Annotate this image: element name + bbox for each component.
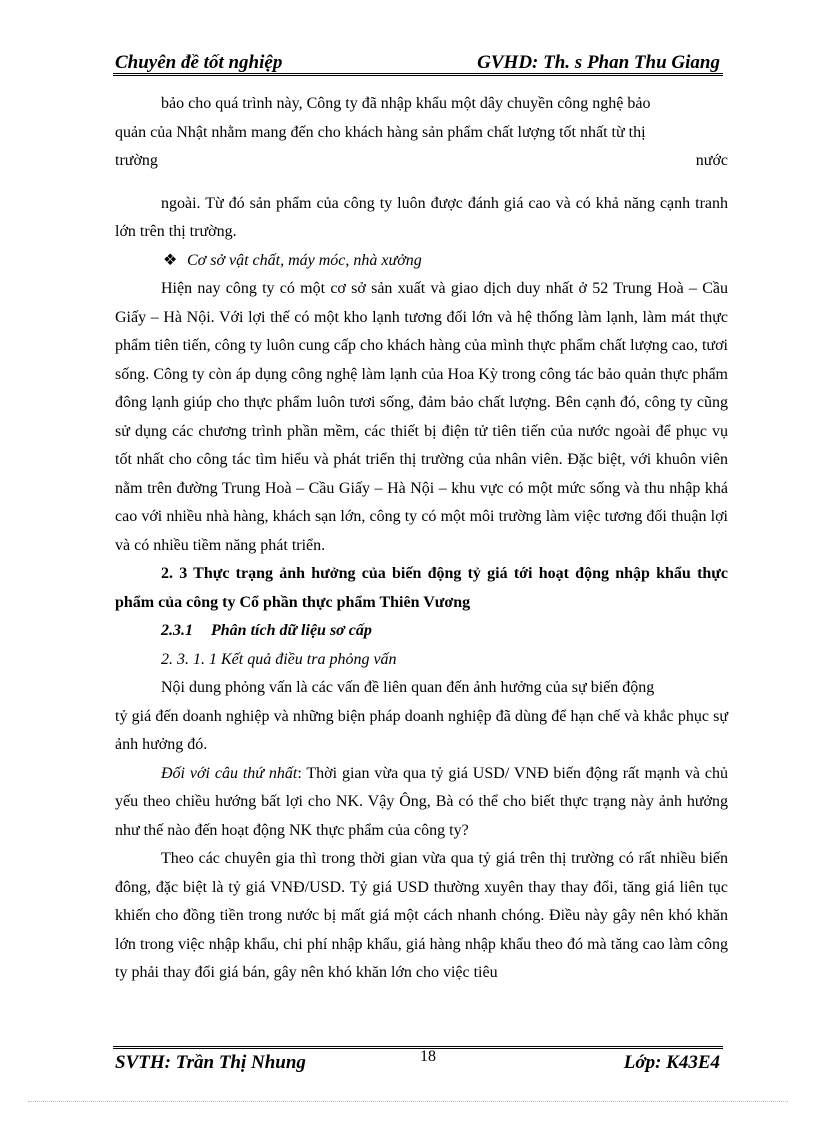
paragraph-gap — [115, 176, 728, 190]
question-label: Đối với câu thứ nhất — [161, 764, 298, 782]
header-supervisor: GVHD: Th. s Phan Thu Giang — [477, 52, 720, 73]
paragraph-line — [115, 147, 728, 176]
bullet-heading — [115, 247, 728, 276]
page-body — [115, 90, 728, 988]
header-divider — [113, 73, 723, 76]
section-heading: 2. 3 Thực trạng ảnh hưởng của biến động tỷ giá tới hoạt động nhập khẩu thực phẩm của công ty Cổ phần thực phẩm Thiên Vương — [115, 565, 728, 611]
footer-author: SVTH: Trần Thị Nhung — [115, 1052, 306, 1073]
paragraph-line: quản của Nhật nhằm mang đến cho khách hàng sản phẩm chất lượng tốt nhất từ thị — [115, 123, 646, 141]
paragraph-word: trường — [115, 152, 158, 169]
paragraph: Theo các chuyên gia thì trong thời gian vừa qua tỷ giá trên thị trường có rất nhiều biến đông, đặc biệt là tỷ giá VNĐ/USD. Tỷ giá USD thường xuyên thay thay đổi, tăng giá liên tục khiến cho đồng tiền trong nước bị mất giá một cách nhanh chóng. Điều này gây nên khó khăn lớn trong việc nhập khẩu, chi phí nhập khẩu, giá hàng nhập khẩu theo đó mà tăng cao làm công ty phải thay đổi giá bán, gây nên khó khăn lớn cho việc tiêu — [115, 850, 728, 981]
header-document-title: Chuyên đề tốt nghiệp — [115, 52, 283, 73]
paragraph: Hiện nay công ty có một cơ sở sản xuất và giao dịch duy nhất ở 52 Trung Hoà – Cầu Giấy – Hà Nội. Với lợi thế có một kho lạnh tương đối lớn và hệ thống làm lạnh, làm mát thực phẩm tiên tiến, công ty luôn cung cấp cho khách hàng của mình thực phẩm chất lượng cao, tươi sống. Công ty còn áp dụng công nghệ làm lạnh của Hoa Kỳ trong công tác bảo quản thực phẩm đông lạnh giúp cho thực phẩm luôn tươi sống, đảm bảo chất lượng. Bên cạnh đó, công ty cũng sử dụng các chương trình phần mềm, các thiết bị điện tử tiên tiến của nước ngoài để phục vụ tốt nhất cho công tác tìm hiểu và phát triển thị trường của nhân viên. Đặc biệt, với khuôn viên nằm trên đường Trung Hoà – Cầu Giấy – Hà Nội – khu vực có một mức sống và thu nhập khá cao với nhiều nhà hàng, khách sạn lớn, công ty có một môi trường làm việc tương đối thuận lợi và có nhiều tiềm năng phát triển. — [115, 280, 728, 554]
paragraph: tỷ giá đến doanh nghiệp và những biện pháp doanh nghiệp đã dùng để hạn chế và khắc phục sự ảnh hưởng đó. — [115, 707, 728, 753]
subsection-number: 2.3.1 — [161, 622, 193, 639]
page-footer — [115, 1046, 720, 1076]
subsection-heading — [115, 617, 728, 646]
paragraph-word: nước — [695, 152, 728, 169]
subsubsection-heading: 2. 3. 1. 1 Kết quả điều tra phỏng vấn — [161, 650, 397, 668]
page-number: 18 — [420, 1048, 436, 1065]
bullet-heading-text: Cơ sở vật chất, máy móc, nhà xưởng — [187, 251, 422, 269]
paragraph-line: bảo cho quá trình này, Công ty đã nhập khẩu một dây chuyền công nghệ bảo — [161, 95, 651, 112]
question-text: : Thời gian vừa qua tỷ giá USD/ VNĐ biến động rất mạnh và chủ yếu theo chiều hướng bất lợi cho NK. Vậy Ông, Bà có thể cho biết thực trạng này ảnh hưởng như thế nào đến hoạt động NK thực phẩm của công ty? — [115, 764, 729, 839]
paragraph: ngoài. Từ đó sản phẩm của công ty luôn được đánh giá cao và có khả năng cạnh tranh lớn trên thị trường. — [115, 194, 728, 240]
page-edge-divider — [28, 1101, 788, 1102]
subsection-title: Phân tích dữ liệu sơ cấp — [211, 622, 372, 639]
footer-class: Lớp: K43E4 — [623, 1052, 720, 1073]
paragraph — [115, 760, 728, 846]
paragraph-line: Nội dung phỏng vấn là các vấn đề liên quan đến ảnh hưởng của sự biến động — [161, 679, 655, 696]
diamond-bullet-icon: ❖ — [163, 251, 178, 269]
